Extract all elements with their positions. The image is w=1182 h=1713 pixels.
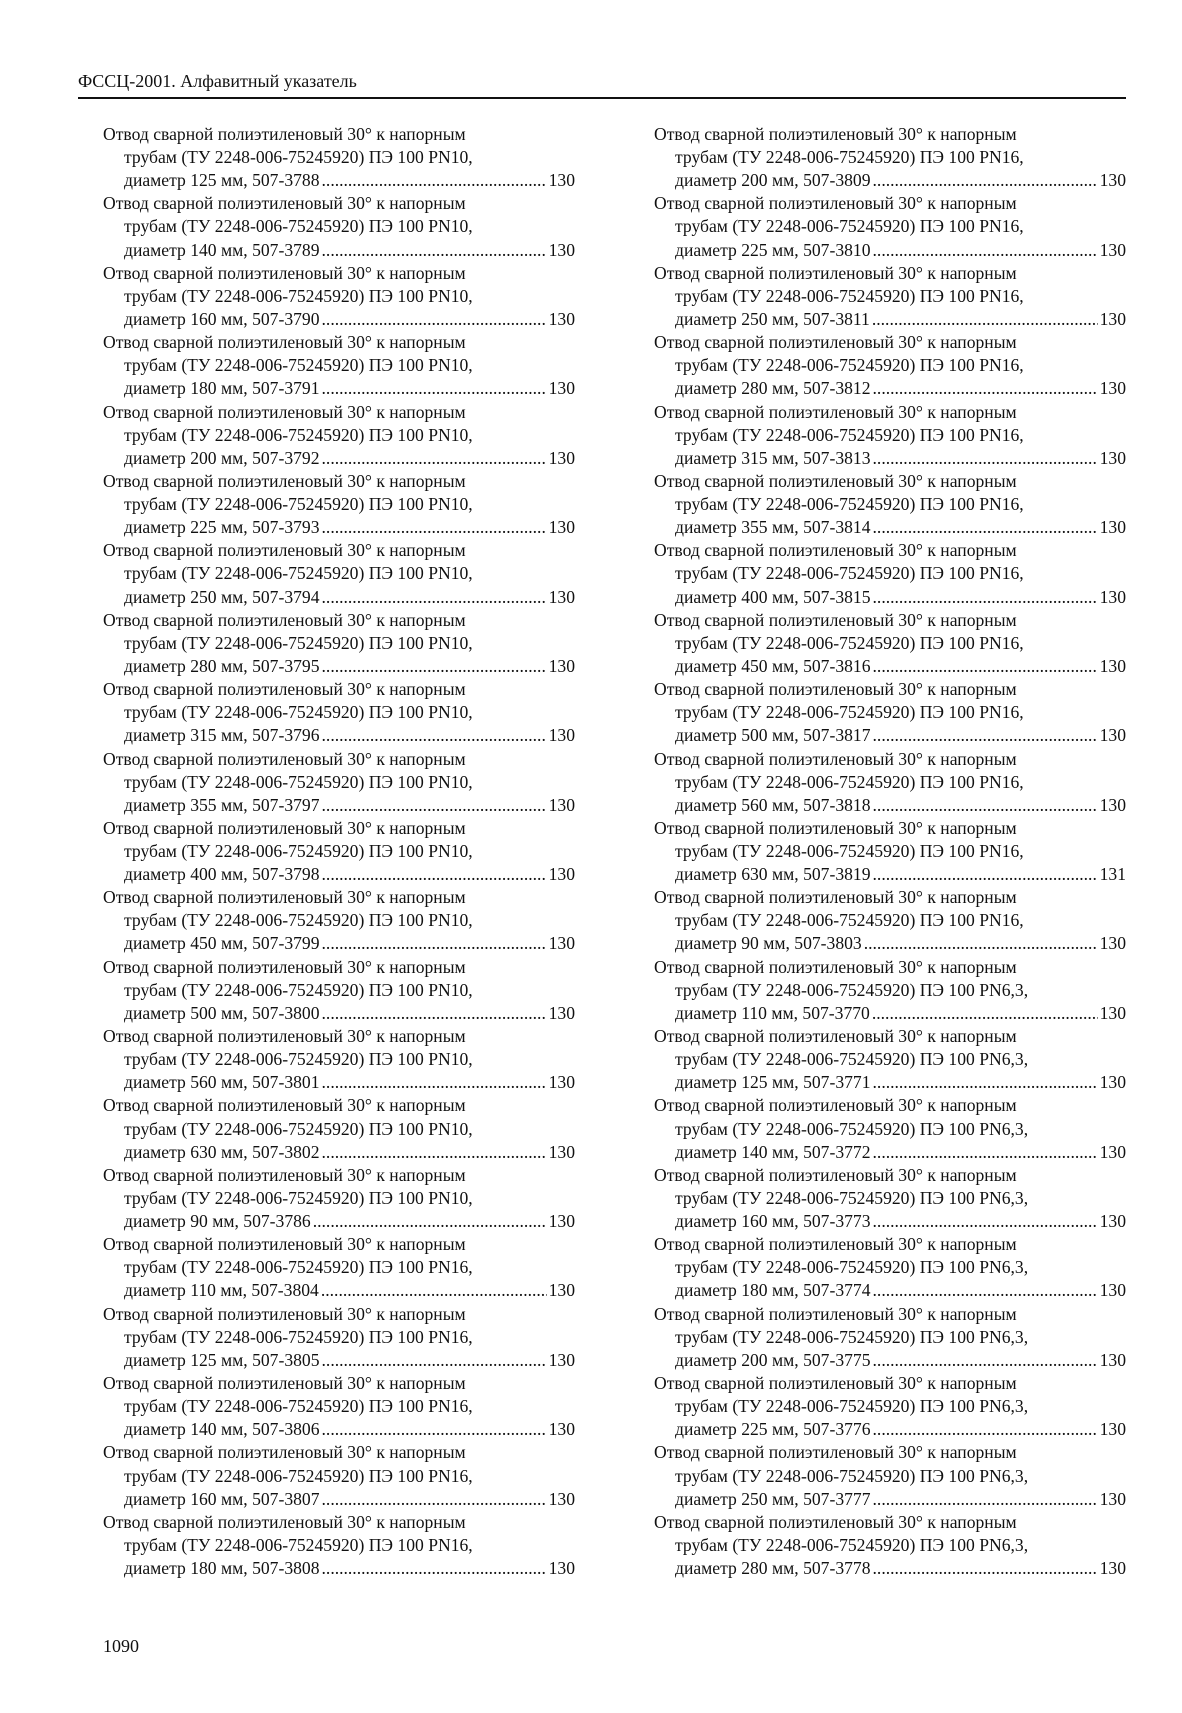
index-entry [103,1025,575,1094]
entry-line-1: Отвод сварной полиэтиленовый 30° к напорным [654,609,1017,630]
entry-line-3 [654,1071,1126,1094]
entry-code: диаметр 140 мм, 507-3772 [675,1141,871,1162]
entry-page-ref: 130 [548,1072,575,1093]
index-entry [654,331,1126,400]
dot-leader [322,724,547,747]
dot-leader [322,794,547,817]
dot-leader [873,1557,1098,1580]
entry-line-3 [654,1279,1126,1302]
entry-page-ref: 130 [1099,794,1126,815]
entry-code: диаметр 500 мм, 507-3800 [124,1002,320,1023]
entry-line-2: трубам (ТУ 2248-006-75245920) ПЭ 100 PN6,3, [675,1049,1029,1070]
index-entry [103,470,575,539]
entry-line-1: Отвод сварной полиэтиленовый 30° к напорным [103,679,466,700]
dot-leader [313,1210,547,1233]
entry-page-ref: 130 [548,1280,575,1301]
entry-code: диаметр 225 мм, 507-3810 [675,239,871,260]
entry-line-1: Отвод сварной полиэтиленовый 30° к напорным [654,887,1017,908]
entry-line-1: Отвод сварной полиэтиленовый 30° к напорным [654,1164,1017,1185]
entry-code: диаметр 125 мм, 507-3788 [124,170,320,191]
entry-line-3 [654,516,1126,539]
entry-page-ref: 130 [548,447,575,468]
entry-line-3 [103,586,575,609]
entry-code: диаметр 315 мм, 507-3796 [124,725,320,746]
dot-leader [873,1488,1098,1511]
entry-page-ref: 130 [548,864,575,885]
entry-line-1: Отвод сварной полиэтиленовый 30° к напорным [103,1373,466,1394]
index-entry [103,1233,575,1302]
entry-code: диаметр 200 мм, 507-3792 [124,447,320,468]
entry-line-2: трубам (ТУ 2248-006-75245920) ПЭ 100 PN10, [124,216,473,237]
index-entry [654,123,1126,192]
entry-line-2: трубам (ТУ 2248-006-75245920) ПЭ 100 PN6,3, [675,1257,1029,1278]
entry-line-2: трубам (ТУ 2248-006-75245920) ПЭ 100 PN10, [124,910,473,931]
index-entry [654,678,1126,747]
entry-line-1: Отвод сварной полиэтиленовый 30° к напорным [654,1373,1017,1394]
dot-leader [873,863,1098,886]
index-entry [654,192,1126,261]
index-entry [103,817,575,886]
dot-leader [873,169,1098,192]
entry-line-1: Отвод сварной полиэтиленовый 30° к напорным [103,401,466,422]
index-entry [654,817,1126,886]
entry-line-2: трубам (ТУ 2248-006-75245920) ПЭ 100 PN6,3, [675,979,1029,1000]
entry-line-3 [103,1071,575,1094]
entry-page-ref: 130 [1099,517,1126,538]
dot-leader [322,239,547,262]
entry-line-2: трубам (ТУ 2248-006-75245920) ПЭ 100 PN16, [675,910,1024,931]
entry-line-1: Отвод сварной полиэтиленовый 30° к напорным [654,1234,1017,1255]
entry-line-1: Отвод сварной полиэтиленовый 30° к напорным [103,817,466,838]
page-number: 1090 [103,1636,139,1656]
index-entry [654,1025,1126,1094]
entry-line-1: Отвод сварной полиэтиленовый 30° к напорным [103,1303,466,1324]
entry-code: диаметр 225 мм, 507-3776 [675,1419,871,1440]
entry-page-ref: 130 [1099,239,1126,260]
entry-line-2: трубам (ТУ 2248-006-75245920) ПЭ 100 PN16, [675,563,1024,584]
entry-line-2: трубам (ТУ 2248-006-75245920) ПЭ 100 PN10, [124,1049,473,1070]
index-entry [103,123,575,192]
dot-leader [322,932,547,955]
dot-leader [873,794,1098,817]
entry-line-2: трубам (ТУ 2248-006-75245920) ПЭ 100 PN6,3, [675,1534,1029,1555]
entry-line-2: трубам (ТУ 2248-006-75245920) ПЭ 100 PN16, [675,494,1024,515]
entry-code: диаметр 90 мм, 507-3786 [124,1211,311,1232]
entry-line-3 [103,1557,575,1580]
entry-line-1: Отвод сварной полиэтиленовый 30° к напорным [654,1095,1017,1116]
entry-code: диаметр 160 мм, 507-3790 [124,308,320,329]
entry-code: диаметр 125 мм, 507-3805 [124,1349,320,1370]
entry-line-3 [654,1557,1126,1580]
entry-line-3 [103,1141,575,1164]
entry-page-ref: 130 [1099,1558,1126,1578]
entry-code: диаметр 250 мм, 507-3777 [675,1488,871,1509]
entry-line-1: Отвод сварной полиэтиленовый 30° к напорным [103,470,466,491]
entry-page-ref: 130 [548,1002,575,1023]
entry-line-2: трубам (ТУ 2248-006-75245920) ПЭ 100 PN16, [675,216,1024,237]
entry-line-3 [654,1141,1126,1164]
entry-line-3 [654,377,1126,400]
entry-line-2: трубам (ТУ 2248-006-75245920) ПЭ 100 PN16, [124,1396,473,1417]
entry-line-1: Отвод сварной полиэтиленовый 30° к напорным [654,956,1017,977]
entry-line-1: Отвод сварной полиэтиленовый 30° к напорным [654,1026,1017,1047]
entry-line-1: Отвод сварной полиэтиленовый 30° к напорным [103,1095,466,1116]
entry-line-1: Отвод сварной полиэтиленовый 30° к напорным [654,1442,1017,1463]
index-entry [103,401,575,470]
entry-page-ref: 130 [548,1141,575,1162]
entry-code: диаметр 200 мм, 507-3809 [675,170,871,191]
dot-leader [322,586,547,609]
entry-page-ref: 130 [548,239,575,260]
entry-page-ref: 130 [548,1488,575,1509]
index-entry [103,956,575,1025]
entry-line-3 [654,794,1126,817]
entry-line-3 [654,1002,1126,1025]
dot-leader [322,1002,547,1025]
dot-leader [873,1071,1098,1094]
index-entry [654,1164,1126,1233]
entry-page-ref: 130 [1099,447,1126,468]
entry-line-3 [103,1002,575,1025]
entry-line-1: Отвод сварной полиэтиленовый 30° к напорным [654,124,1017,144]
entry-code: диаметр 450 мм, 507-3799 [124,933,320,954]
dot-leader [873,1210,1098,1233]
entry-code: диаметр 140 мм, 507-3806 [124,1419,320,1440]
entry-page-ref: 130 [548,794,575,815]
entry-code: диаметр 250 мм, 507-3811 [675,308,870,329]
index-entry [654,1094,1126,1163]
index-entry [103,748,575,817]
entry-line-1: Отвод сварной полиэтиленовый 30° к напорным [103,1234,466,1255]
dot-leader [873,1349,1098,1372]
entry-page-ref: 130 [1099,1072,1126,1093]
entry-line-1: Отвод сварной полиэтиленовый 30° к напорным [103,1164,466,1185]
entry-page-ref: 130 [1099,1280,1126,1301]
dot-leader [322,169,547,192]
index-entry [103,1441,575,1510]
index-entry [654,609,1126,678]
entry-code: диаметр 90 мм, 507-3803 [675,933,862,954]
entry-line-1: Отвод сварной полиэтиленовый 30° к напорным [654,817,1017,838]
entry-code: диаметр 400 мм, 507-3815 [675,586,871,607]
entry-code: диаметр 180 мм, 507-3808 [124,1558,320,1578]
entry-line-3 [654,863,1126,886]
entry-line-2: трубам (ТУ 2248-006-75245920) ПЭ 100 PN16, [124,1534,473,1555]
dot-leader [322,1488,547,1511]
entry-line-2: трубам (ТУ 2248-006-75245920) ПЭ 100 PN10, [124,702,473,723]
dot-leader [864,932,1098,955]
index-entry [103,539,575,608]
dot-leader [873,516,1098,539]
entry-line-2: трубам (ТУ 2248-006-75245920) ПЭ 100 PN16, [124,1326,473,1347]
entry-line-3 [103,377,575,400]
entry-line-3 [103,724,575,747]
entry-line-2: трубам (ТУ 2248-006-75245920) ПЭ 100 PN10, [124,1187,473,1208]
entry-line-2: трубам (ТУ 2248-006-75245920) ПЭ 100 PN10, [124,355,473,376]
entry-line-1: Отвод сварной полиэтиленовый 30° к напорным [103,609,466,630]
entry-page-ref: 130 [548,1558,575,1578]
index-entry [654,748,1126,817]
entry-line-2: трубам (ТУ 2248-006-75245920) ПЭ 100 PN16, [675,285,1024,306]
dot-leader [322,1071,547,1094]
entry-line-2: трубам (ТУ 2248-006-75245920) ПЭ 100 PN10, [124,1118,473,1139]
index-entry [103,1094,575,1163]
index-entry [654,401,1126,470]
entry-code: диаметр 180 мм, 507-3791 [124,378,320,399]
entry-page-ref: 130 [1099,170,1126,191]
entry-code: диаметр 250 мм, 507-3794 [124,586,320,607]
index-entry [654,262,1126,331]
entry-code: диаметр 355 мм, 507-3797 [124,794,320,815]
entry-line-3 [654,1349,1126,1372]
entry-line-3 [654,1210,1126,1233]
entry-page-ref: 130 [1099,308,1126,329]
entry-page-ref: 130 [548,378,575,399]
entry-code: диаметр 160 мм, 507-3807 [124,1488,320,1509]
entry-line-2: трубам (ТУ 2248-006-75245920) ПЭ 100 PN16, [675,841,1024,861]
entry-line-3 [103,655,575,678]
entry-line-2: трубам (ТУ 2248-006-75245920) ПЭ 100 PN6,3, [675,1118,1029,1139]
entry-code: диаметр 280 мм, 507-3778 [675,1558,871,1578]
entry-page-ref: 130 [548,1349,575,1370]
entry-code: диаметр 315 мм, 507-3813 [675,447,871,468]
index-entry [654,1372,1126,1441]
entry-page-ref: 130 [1099,1349,1126,1370]
entry-line-2: трубам (ТУ 2248-006-75245920) ПЭ 100 PN6,3, [675,1187,1029,1208]
entry-line-2: трубам (ТУ 2248-006-75245920) ПЭ 100 PN6,3, [675,1396,1029,1417]
entry-line-2: трубам (ТУ 2248-006-75245920) ПЭ 100 PN16, [675,632,1024,653]
dot-leader [322,1418,547,1441]
entry-line-1: Отвод сварной полиэтиленовый 30° к напорным [103,540,466,561]
dot-leader [321,1279,547,1302]
index-entry [103,1303,575,1372]
index-entry [654,956,1126,1025]
entry-code: диаметр 180 мм, 507-3774 [675,1280,871,1301]
entry-line-3 [103,1349,575,1372]
entry-line-3 [103,1210,575,1233]
index-entry [103,1164,575,1233]
entry-code: диаметр 110 мм, 507-3804 [124,1280,319,1301]
dot-leader [322,1349,547,1372]
entry-code: диаметр 160 мм, 507-3773 [675,1211,871,1232]
dot-leader [322,1557,547,1580]
entry-line-2: трубам (ТУ 2248-006-75245920) ПЭ 100 PN6,3, [675,1465,1029,1486]
entry-code: диаметр 500 мм, 507-3817 [675,725,871,746]
entry-code: диаметр 200 мм, 507-3775 [675,1349,871,1370]
entry-line-2: трубам (ТУ 2248-006-75245920) ПЭ 100 PN6,3, [675,1326,1029,1347]
entry-line-2: трубам (ТУ 2248-006-75245920) ПЭ 100 PN10, [124,494,473,515]
entry-page-ref: 130 [1099,586,1126,607]
entry-page-ref: 130 [548,586,575,607]
entry-line-2: трубам (ТУ 2248-006-75245920) ПЭ 100 PN16, [675,424,1024,445]
entry-page-ref: 130 [548,517,575,538]
entry-line-1: Отвод сварной полиэтиленовый 30° к напорным [103,1511,466,1532]
dot-leader [322,1141,547,1164]
entry-line-3 [103,932,575,955]
entry-line-2: трубам (ТУ 2248-006-75245920) ПЭ 100 PN10, [124,841,473,861]
entry-line-3 [103,447,575,470]
entry-line-3 [654,1488,1126,1511]
index-entry [103,1372,575,1441]
dot-leader [322,655,547,678]
entry-line-3 [654,1418,1126,1441]
entry-line-1: Отвод сварной полиэтиленовый 30° к напорным [103,748,466,769]
dot-leader [322,863,547,886]
entry-line-2: трубам (ТУ 2248-006-75245920) ПЭ 100 PN16, [675,147,1024,168]
entry-code: диаметр 280 мм, 507-3795 [124,655,320,676]
entry-line-2: трубам (ТУ 2248-006-75245920) ПЭ 100 PN16, [675,355,1024,376]
entry-line-3 [103,794,575,817]
entry-line-3 [654,447,1126,470]
index-entry [103,609,575,678]
index-entry [654,1441,1126,1510]
entry-line-2: трубам (ТУ 2248-006-75245920) ПЭ 100 PN10, [124,424,473,445]
dot-leader [873,377,1098,400]
entry-page-ref: 130 [1099,725,1126,746]
entry-line-2: трубам (ТУ 2248-006-75245920) ПЭ 100 PN16, [675,702,1024,723]
entry-line-2: трубам (ТУ 2248-006-75245920) ПЭ 100 PN16, [124,1257,473,1278]
entry-line-3 [103,308,575,331]
entry-page-ref: 130 [548,655,575,676]
index-entry [654,1511,1126,1580]
entry-line-3 [103,1279,575,1302]
entry-code: диаметр 450 мм, 507-3816 [675,655,871,676]
index-entry [103,678,575,747]
entry-line-1: Отвод сварной полиэтиленовый 30° к напорным [654,1303,1017,1324]
entry-line-3 [103,1488,575,1511]
page-header [78,69,1126,99]
entry-code: диаметр 125 мм, 507-3771 [675,1072,871,1093]
entry-page-ref: 130 [548,308,575,329]
index-entry [103,192,575,261]
index-entry [654,886,1126,955]
entry-page-ref: 130 [1099,655,1126,676]
entry-line-1: Отвод сварной полиэтиленовый 30° к напорным [654,540,1017,561]
entry-line-1: Отвод сварной полиэтиленовый 30° к напорным [103,1026,466,1047]
entry-code: диаметр 225 мм, 507-3793 [124,517,320,538]
entry-page-ref: 130 [548,725,575,746]
entry-line-1: Отвод сварной полиэтиленовый 30° к напорным [654,1511,1017,1532]
entry-line-1: Отвод сварной полиэтиленовый 30° к напорным [654,679,1017,700]
entry-page-ref: 130 [548,1419,575,1440]
entry-line-3 [654,932,1126,955]
dot-leader [872,1002,1098,1025]
entry-line-3 [103,863,575,886]
entry-line-2: трубам (ТУ 2248-006-75245920) ПЭ 100 PN10, [124,285,473,306]
entry-code: диаметр 630 мм, 507-3802 [124,1141,320,1162]
entry-line-3 [654,586,1126,609]
entry-page-ref: 130 [1099,933,1126,954]
index-entry [654,1303,1126,1372]
entry-line-2: трубам (ТУ 2248-006-75245920) ПЭ 100 PN10, [124,979,473,1000]
dot-leader [873,586,1098,609]
entry-code: диаметр 630 мм, 507-3819 [675,864,871,885]
entry-page-ref: 130 [1099,378,1126,399]
entry-line-1: Отвод сварной полиэтиленовый 30° к напорным [654,262,1017,283]
entry-line-2: трубам (ТУ 2248-006-75245920) ПЭ 100 PN10, [124,771,473,792]
entry-line-1: Отвод сварной полиэтиленовый 30° к напорным [103,262,466,283]
entry-page-ref: 130 [548,933,575,954]
entry-code: диаметр 280 мм, 507-3812 [675,378,871,399]
dot-leader [322,308,547,331]
index-entry [654,470,1126,539]
entry-line-2: трубам (ТУ 2248-006-75245920) ПЭ 100 PN16, [124,1465,473,1486]
entry-page-ref: 130 [1099,1141,1126,1162]
entry-code: диаметр 560 мм, 507-3818 [675,794,871,815]
entry-line-3 [654,655,1126,678]
entry-line-2: трубам (ТУ 2248-006-75245920) ПЭ 100 PN10, [124,563,473,584]
entry-page-ref: 130 [1099,1488,1126,1509]
entry-code: диаметр 400 мм, 507-3798 [124,864,320,885]
entry-code: диаметр 560 мм, 507-3801 [124,1072,320,1093]
entry-page-ref: 130 [548,1211,575,1232]
dot-leader [872,308,1098,331]
entry-line-3 [654,169,1126,192]
entry-page-ref: 130 [1099,1419,1126,1440]
entry-line-3 [654,308,1126,331]
entry-page-ref: 130 [548,170,575,191]
entry-line-3 [103,516,575,539]
dot-leader [873,447,1098,470]
entry-line-1: Отвод сварной полиэтиленовый 30° к напорным [103,193,466,214]
entry-code: диаметр 110 мм, 507-3770 [675,1002,870,1023]
entry-line-3 [654,724,1126,747]
index-column-left [103,123,575,1580]
dot-leader [873,1418,1098,1441]
entry-line-1: Отвод сварной полиэтиленовый 30° к напорным [103,956,466,977]
index-entry [103,886,575,955]
entry-code: диаметр 355 мм, 507-3814 [675,517,871,538]
entry-line-1: Отвод сварной полиэтиленовый 30° к напорным [103,332,466,353]
entry-line-1: Отвод сварной полиэтиленовый 30° к напорным [654,470,1017,491]
entry-line-3 [103,169,575,192]
entry-line-1: Отвод сварной полиэтиленовый 30° к напорным [654,401,1017,422]
index-entry [654,539,1126,608]
dot-leader [322,377,547,400]
dot-leader [873,724,1098,747]
entry-line-2: трубам (ТУ 2248-006-75245920) ПЭ 100 PN10, [124,632,473,653]
index-entry [654,1233,1126,1302]
index-column-right [654,123,1126,1580]
index-entry [103,1511,575,1580]
dot-leader [873,655,1098,678]
entry-line-1: Отвод сварной полиэтиленовый 30° к напорным [103,1442,466,1463]
header-title: ФССЦ-2001. Алфавитный указатель [78,71,357,91]
index-entry [103,331,575,400]
entry-line-1: Отвод сварной полиэтиленовый 30° к напорным [654,748,1017,769]
dot-leader [322,516,547,539]
entry-line-2: трубам (ТУ 2248-006-75245920) ПЭ 100 PN10, [124,147,473,168]
entry-line-1: Отвод сварной полиэтиленовый 30° к напорным [654,332,1017,353]
dot-leader [873,1141,1098,1164]
dot-leader [873,239,1098,262]
dot-leader [873,1279,1098,1302]
entry-line-1: Отвод сварной полиэтиленовый 30° к напорным [103,124,466,144]
entry-page-ref: 130 [1099,1211,1126,1232]
entry-page-ref: 131 [1099,864,1126,885]
entry-line-3 [654,239,1126,262]
entry-code: диаметр 140 мм, 507-3789 [124,239,320,260]
entry-line-1: Отвод сварной полиэтиленовый 30° к напорным [103,887,466,908]
entry-line-1: Отвод сварной полиэтиленовый 30° к напорным [654,193,1017,214]
entry-line-3 [103,1418,575,1441]
entry-page-ref: 130 [1099,1002,1126,1023]
dot-leader [322,447,547,470]
entry-line-2: трубам (ТУ 2248-006-75245920) ПЭ 100 PN16, [675,771,1024,792]
entry-line-3 [103,239,575,262]
index-entry [103,262,575,331]
